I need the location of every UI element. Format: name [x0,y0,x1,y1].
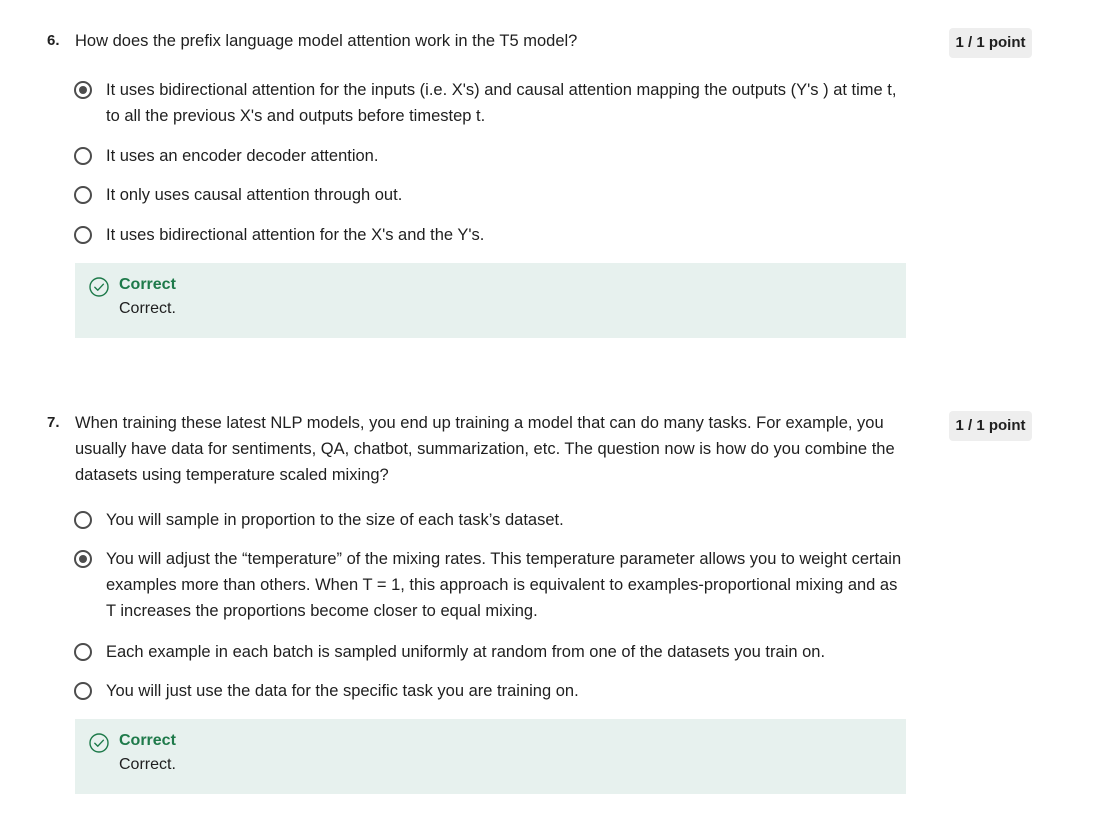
option-label: It uses an encoder decoder attention. [106,147,379,165]
points-badge: 1 / 1 point [949,28,1032,58]
option-label: It uses bidirectional attention for the X's and the Y's. [106,226,485,244]
question-text: How does the prefix language model attention work in the T5 model? [75,32,578,50]
feedback-box [75,719,906,794]
answer-option[interactable] [74,223,904,248]
option-label: You will sample in proportion to the size of each task’s dataset. [106,511,564,529]
question-number: 7. [47,414,60,431]
feedback-text: Correct. [119,756,176,773]
radio-button[interactable] [74,550,92,568]
radio-button[interactable] [74,226,92,244]
option-label: It only uses causal attention through out. [106,186,403,204]
radio-button[interactable] [74,643,92,661]
question-number: 6. [47,32,60,49]
answer-option[interactable] [74,144,904,169]
answer-option[interactable] [74,640,904,665]
answer-option[interactable] [74,183,904,208]
radio-button[interactable] [74,682,92,700]
option-label: It uses bidirectional attention for the inputs (i.e. X's) and causal attention mapping the outputs (Y's ) at time t, to all the previous X's and outputs before timestep t. [106,81,897,125]
check-circle-icon [89,277,109,297]
radio-button[interactable] [74,186,92,204]
answer-option[interactable] [74,547,904,624]
radio-button[interactable] [74,511,92,529]
answer-option[interactable] [74,78,904,129]
check-circle-icon [89,733,109,753]
option-label: Each example in each batch is sampled uniformly at random from one of the datasets you train on. [106,643,826,661]
answer-option[interactable] [74,508,904,533]
points-badge: 1 / 1 point [949,411,1032,441]
option-label: You will just use the data for the specific task you are training on. [106,682,579,700]
feedback-box [75,263,906,338]
radio-button[interactable] [74,81,92,99]
question-text: When training these latest NLP models, you end up training a model that can do many tasks. For example, you usually have data for sentiments, QA, chatbot, summarization, etc. The question now is how do you combine the datasets using temperature scaled mixing? [75,414,895,484]
feedback-title: Correct [119,732,176,749]
answer-option[interactable] [74,679,904,704]
option-label: You will adjust the “temperature” of the mixing rates. This temperature parameter allows you to weight certain examples more than others. When T = 1, this approach is equivalent to examples-proportional mixing and as T increases the proportions become closer to equal mixing. [106,550,902,620]
radio-button[interactable] [74,147,92,165]
feedback-title: Correct [119,276,176,293]
feedback-text: Correct. [119,300,176,317]
